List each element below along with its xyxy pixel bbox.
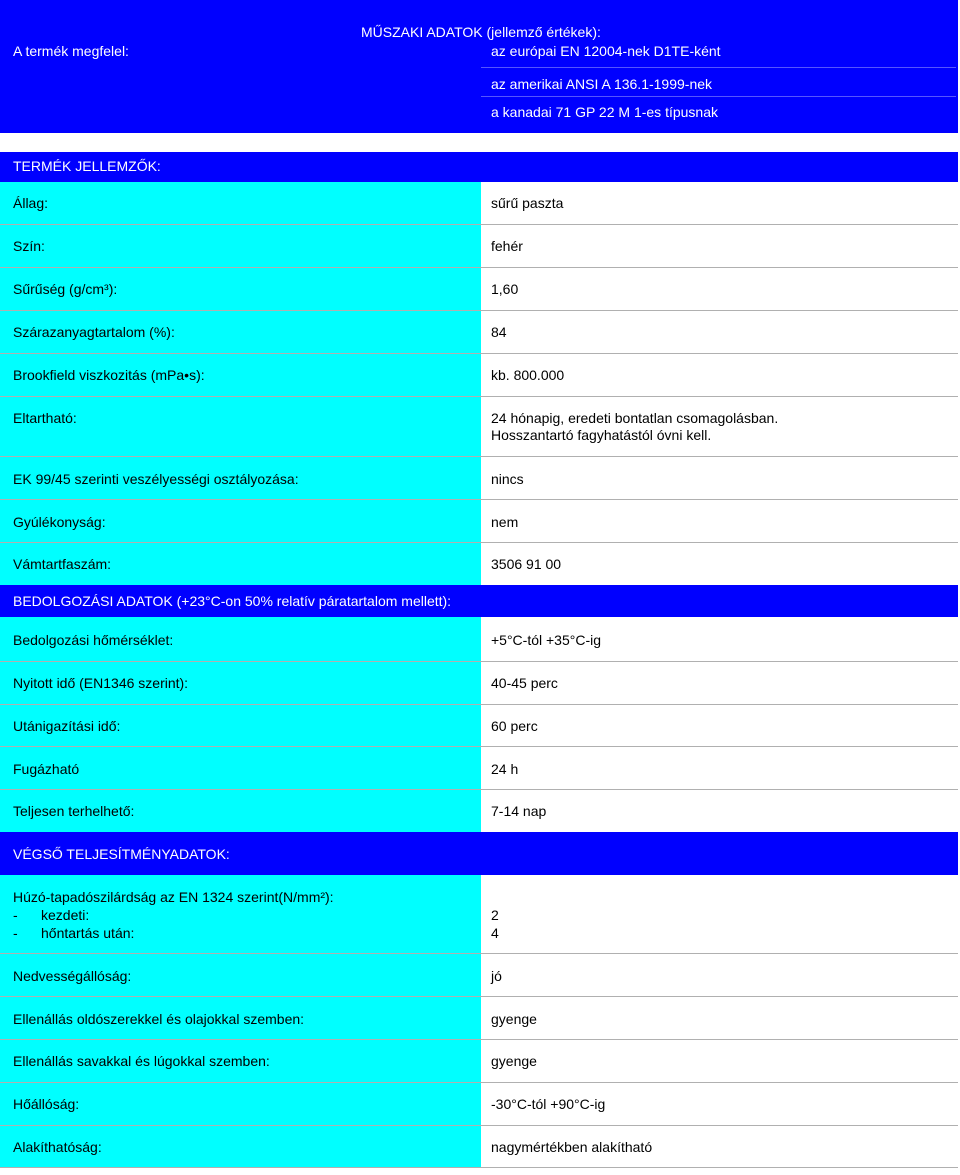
label-groutable: Fugázható (13, 761, 80, 777)
label-tensile: Húzó-tapadószilárdság az EN 1324 szerint(N/mm²): (13, 889, 334, 905)
label-tensile-heat: hőntartás után: (41, 925, 135, 941)
value-tensile-initial: 2 (491, 907, 499, 923)
label-color: Szín: (13, 238, 45, 254)
value-hazard-class: nincs (491, 471, 524, 487)
standard-us: az amerikai ANSI A 136.1-1999-nek (491, 76, 713, 92)
label-full-load: Teljesen terhelhető: (13, 803, 135, 819)
value-processing-temp: +5°C-tól +35°C-ig (491, 632, 602, 648)
label-shelf-life: Eltartható: (13, 410, 77, 426)
value-adjust-time: 60 perc (491, 718, 538, 734)
label-density: Sűrűség (g/cm³): (13, 281, 118, 297)
label-customs-code: Vámtartfaszám: (13, 556, 112, 572)
label-solvent-resistance: Ellenállás oldószerekkel és olajokkal szemben: (13, 1011, 305, 1027)
value-acid-resistance: gyenge (491, 1053, 537, 1069)
label-consistency: Állag: (13, 195, 49, 211)
value-groutable: 24 h (491, 761, 519, 777)
value-shelf-life: 24 hónapig, eredeti bontatlan csomagolásban. (491, 410, 779, 426)
value-viscosity: kb. 800.000 (491, 367, 565, 383)
label-open-time: Nyitott idő (EN1346 szerint): (13, 675, 189, 691)
value-flammability: nem (491, 514, 519, 530)
label-processing-temp: Bedolgozási hőmérséklet: (13, 632, 174, 648)
value-solvent-resistance: gyenge (491, 1011, 537, 1027)
tensile-heat-dash: - (13, 925, 18, 941)
section-product-title: TERMÉK JELLEMZŐK: (13, 158, 161, 174)
label-heat-resistance: Hőállóság: (13, 1096, 80, 1112)
value-flexibility: nagymértékben alakítható (491, 1139, 653, 1155)
standard-eu: az európai EN 12004-nek D1TE-ként (491, 43, 721, 59)
label-flammability: Gyúlékonyság: (13, 514, 106, 530)
value-tensile-heat: 4 (491, 925, 499, 941)
label-moisture: Nedvességállóság: (13, 968, 132, 984)
value-color: fehér (491, 238, 523, 254)
label-tensile-initial: kezdeti: (41, 907, 90, 923)
value-moisture: jó (491, 968, 502, 984)
value-open-time: 40-45 perc (491, 675, 558, 691)
value-heat-resistance: -30°C-tól +90°C-ig (491, 1096, 606, 1112)
standard-ca: a kanadai 71 GP 22 M 1-es típusnak (491, 104, 718, 120)
value-dry-content: 84 (491, 324, 507, 340)
label-viscosity: Brookfield viszkozitás (mPa•s): (13, 367, 205, 383)
header-label: A termék megfelel: (13, 43, 129, 59)
section-final-title: VÉGSŐ TELJESÍTMÉNYADATOK: (13, 846, 230, 862)
section-processing-title: BEDOLGOZÁSI ADATOK (+23°C-on 50% relatív páratartalom mellett): (13, 593, 452, 609)
value-shelf-life-note: Hosszantartó fagyhatástól óvni kell. (491, 427, 712, 443)
value-customs-code: 3506 91 00 (491, 556, 562, 572)
label-hazard-class: EK 99/45 szerinti veszélyességi osztályozása: (13, 471, 299, 487)
label-flexibility: Alakíthatóság: (13, 1139, 102, 1155)
label-dry-content: Szárazanyagtartalom (%): (13, 324, 175, 340)
value-full-load: 7-14 nap (491, 803, 547, 819)
tensile-initial-dash: - (13, 907, 18, 923)
value-consistency: sűrű paszta (491, 195, 564, 211)
label-acid-resistance: Ellenállás savakkal és lúgokkal szemben: (13, 1053, 270, 1069)
value-density: 1,60 (491, 281, 519, 297)
header-title: MŰSZAKI ADATOK (jellemző értékek): (361, 24, 601, 40)
label-adjust-time: Utánigazítási idő: (13, 718, 121, 734)
